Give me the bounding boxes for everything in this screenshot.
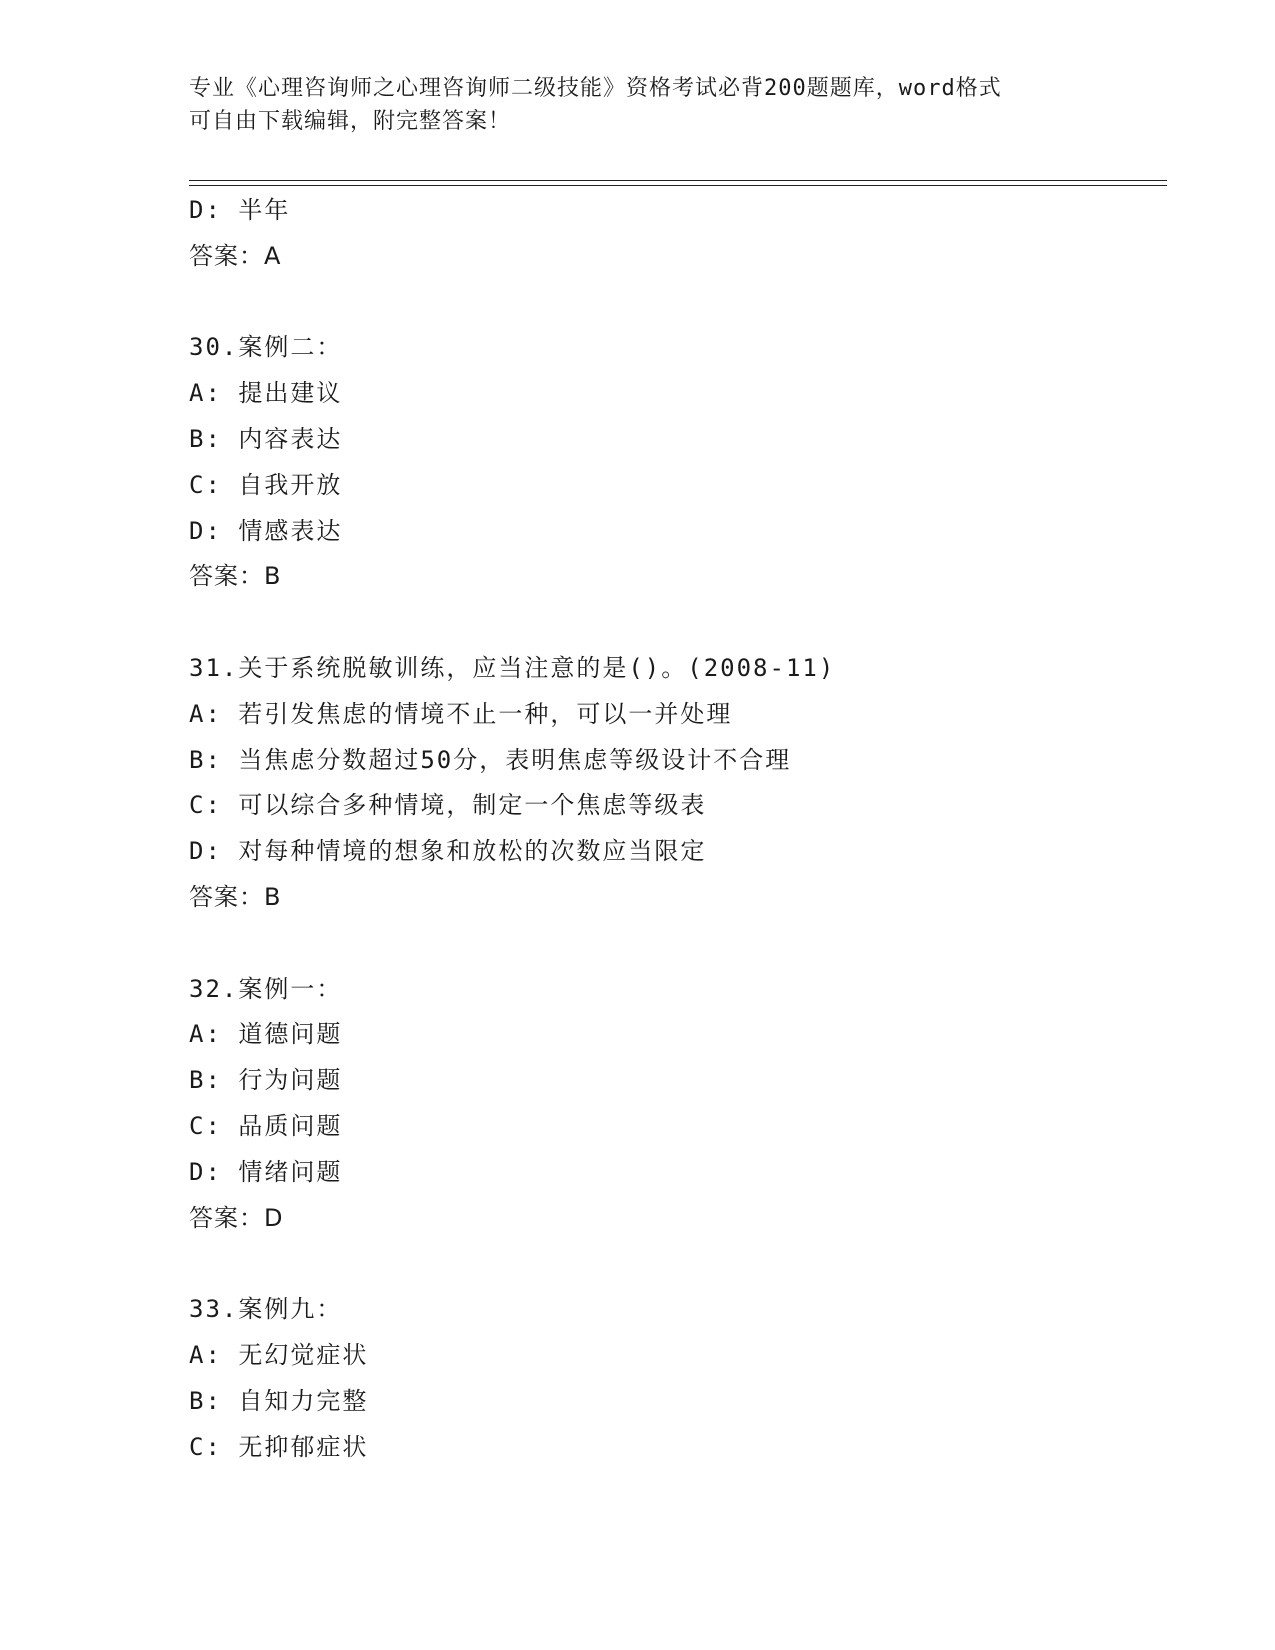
answer-line: 答案：D [189, 1203, 284, 1232]
option-d: D: 半年 [189, 196, 291, 224]
carryover-block [189, 188, 1169, 280]
option-c: C: 自我开放 [189, 470, 343, 499]
option-b: B: 内容表达 [189, 424, 343, 453]
question-stem: 32.案例一： [189, 974, 343, 1003]
option-c: C: 无抑郁症状 [189, 1432, 369, 1461]
option-b: B: 当焦虑分数超过50分，表明焦虑等级设计不合理 [189, 745, 792, 774]
answer-line: 答案：A [189, 241, 282, 270]
header-rule-top [189, 180, 1167, 181]
question-30 [189, 325, 1169, 600]
question-stem: 30.案例二： [189, 333, 343, 362]
option-a: A: 无幻觉症状 [189, 1340, 369, 1369]
question-31 [189, 646, 1169, 921]
option-b: B: 自知力完整 [189, 1386, 369, 1415]
header-line-1: 专业《心理咨询师之心理咨询师二级技能》资格考试必背200题题库，word格式 [189, 76, 1002, 101]
option-a: A: 提出建议 [189, 379, 343, 408]
question-stem: 31.关于系统脱敏训练，应当注意的是()。(2008-11) [189, 653, 836, 682]
option-c: C: 品质问题 [189, 1111, 343, 1140]
option-a: A: 若引发焦虑的情境不止一种，可以一并处理 [189, 699, 733, 728]
option-d: D: 对每种情境的想象和放松的次数应当限定 [189, 837, 707, 866]
answer-line: 答案：B [189, 562, 282, 591]
question-33 [189, 1287, 1169, 1470]
option-d: D: 情绪问题 [189, 1157, 343, 1186]
header-line-2: 可自由下载编辑，附完整答案！ [189, 109, 512, 134]
option-d: D: 情感表达 [189, 516, 343, 545]
page-header [189, 72, 1089, 138]
document-body [189, 188, 1169, 1470]
header-rule-bottom [189, 185, 1167, 186]
option-a: A: 道德问题 [189, 1020, 343, 1049]
question-stem: 33.案例九： [189, 1295, 343, 1324]
answer-line: 答案：B [189, 882, 282, 911]
option-b: B: 行为问题 [189, 1066, 343, 1095]
question-32 [189, 967, 1169, 1242]
option-c: C: 可以综合多种情境，制定一个焦虑等级表 [189, 791, 707, 820]
